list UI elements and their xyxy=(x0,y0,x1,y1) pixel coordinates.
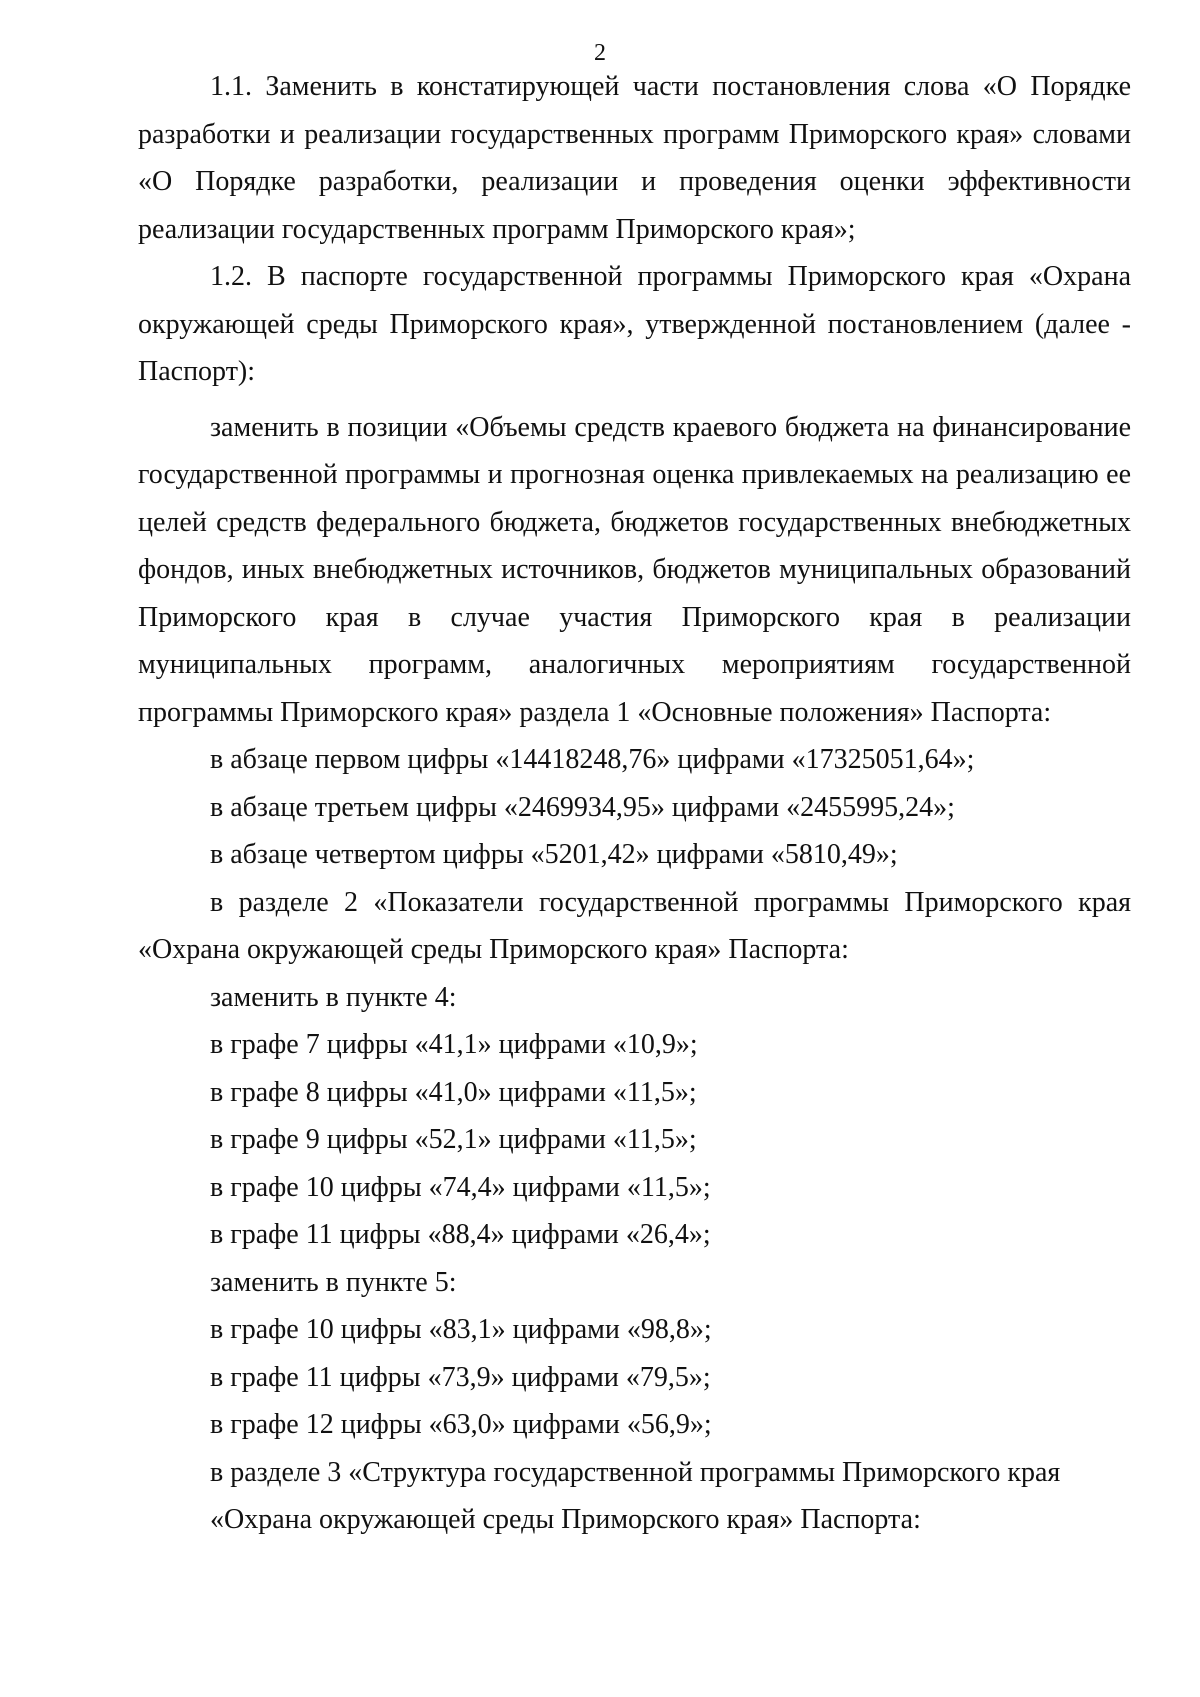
paragraph-abzac-first: в абзаце первом цифры «14418248,76» цифрами «17325051,64»; xyxy=(210,744,975,775)
paragraph-column-10-item-5: в графе 10 цифры «83,1» цифрами «98,8»; xyxy=(210,1314,712,1345)
paragraph-column-11-item-5: в графе 11 цифры «73,9» цифрами «79,5»; xyxy=(210,1361,711,1393)
paragraph-replace-item-4: заменить в пункте 4: xyxy=(210,981,457,1013)
paragraph-replace-position: заменить в позиции «Объемы средств краевого бюджета на финансирование государственной программы и прогнозная оценка привлекаемых на реализацию ее целей средств федерального бюджета, бюджетов государственных внебюджетных фондов, иных внебюджетных источников, бюджетов муниципальных образований Приморского края в случае участия Приморского края в реализации муниципальных программ, аналогичных мероприятиям государственной программы Приморского края» раздела 1 «Основные положения» Паспорта: xyxy=(138,411,1131,728)
paragraph-1-1: 1.1. Заменить в констатирующей части постановления слова «О Порядке разработки и реализации государственных программ Приморского края» словами «О Порядке разработки, реализации и проведения оценки эффективности реализации государственных программ Приморского края»; xyxy=(138,71,1131,245)
paragraph-1-2: 1.2. В паспорте государственной программы Приморского края «Охрана окружающей среды Приморского края», утвержденной постановлением (далее - Паспорт): xyxy=(138,261,1131,387)
paragraph-section-3: в разделе 3 «Структура государственной программы Приморского края «Охрана окружающей среды Приморского края» Паспорта: xyxy=(210,1456,1061,1535)
paragraph-column-8: в графе 8 цифры «41,0» цифрами «11,5»; xyxy=(210,1076,697,1108)
paragraph-abzac-third: в абзаце третьем цифры «2469934,95» цифрами «2455995,24»; xyxy=(210,791,955,823)
paragraph-column-12-item-5: в графе 12 цифры «63,0» цифрами «56,9»; xyxy=(210,1409,712,1440)
paragraph-column-11: в графе 11 цифры «88,4» цифрами «26,4»; xyxy=(210,1219,711,1250)
paragraph-column-10: в графе 10 цифры «74,4» цифрами «11,5»; xyxy=(210,1171,711,1203)
paragraph-replace-item-5: заменить в пункте 5: xyxy=(210,1266,457,1298)
paragraph-abzac-fourth: в абзаце четвертом цифры «5201,42» цифрами «5810,49»; xyxy=(210,839,898,870)
paragraph-section-2: в разделе 2 «Показатели государственной программы Приморского края «Охрана окружающей среды Приморского края» Паспорта: xyxy=(138,886,1131,965)
paragraph-column-9: в графе 9 цифры «52,1» цифрами «11,5»; xyxy=(210,1124,697,1155)
page-number: 2 xyxy=(594,40,606,66)
paragraph-column-7: в графе 7 цифры «41,1» цифрами «10,9»; xyxy=(210,1029,698,1060)
document-body xyxy=(138,63,1131,1544)
